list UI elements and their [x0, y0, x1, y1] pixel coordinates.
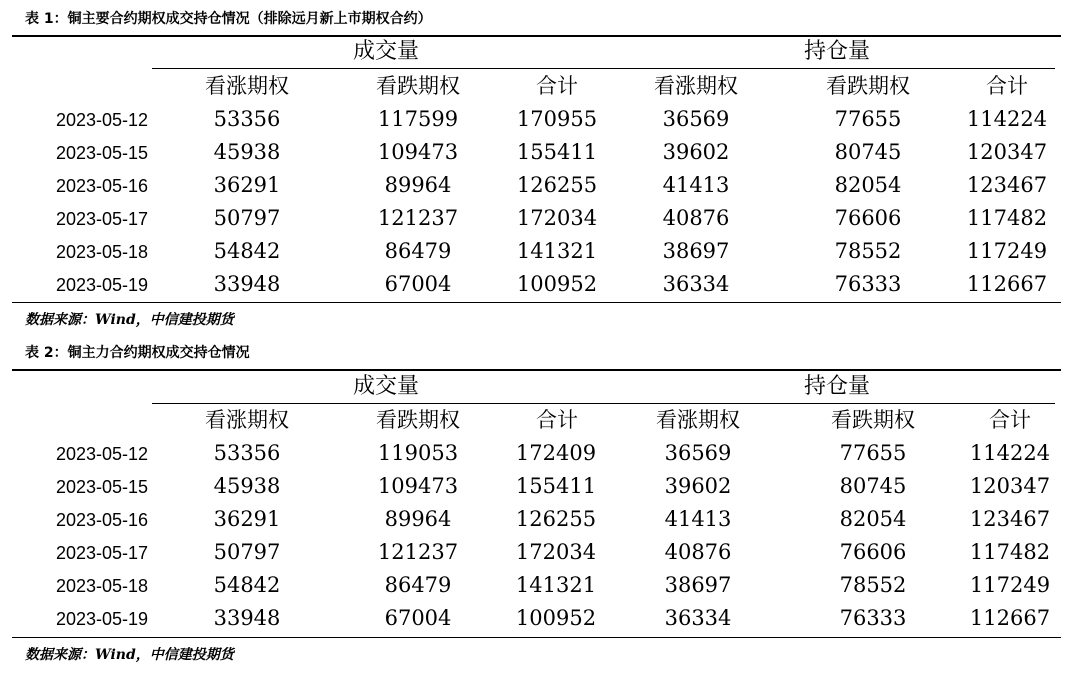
row-cell: 40876: [664, 540, 732, 564]
table-2-group-volume: 成交量: [352, 374, 419, 399]
row-cell: 117482: [966, 206, 1048, 230]
row-cell: 36334: [664, 606, 732, 630]
row-cell: 117599: [377, 107, 459, 131]
row-cell: 53356: [213, 441, 281, 465]
table-1-header-total-oi: 合计: [986, 74, 1028, 98]
table-2-group-open-interest: 持仓量: [803, 374, 870, 399]
row-cell: 50797: [213, 206, 281, 230]
table-2-top-rule: [12, 369, 1061, 371]
row-cell: 40876: [662, 206, 730, 230]
row-cell: 117249: [969, 573, 1051, 597]
row-cell: 155411: [516, 140, 598, 164]
row-date: 2023-05-16: [55, 176, 149, 196]
row-cell: 76333: [839, 606, 907, 630]
row-date: 2023-05-18: [55, 242, 149, 262]
table-1-source: 数据来源：Wind，中信建投期货: [25, 312, 234, 328]
row-cell: 155411: [515, 474, 597, 498]
row-cell: 78552: [839, 573, 907, 597]
table-2-group-rule: [152, 403, 1055, 404]
row-cell: 36334: [662, 272, 730, 296]
row-cell: 77655: [839, 441, 907, 465]
row-cell: 170955: [516, 107, 598, 131]
row-cell: 36291: [213, 173, 281, 197]
row-cell: 172409: [515, 441, 597, 465]
row-cell: 77655: [834, 107, 902, 131]
row-date: 2023-05-12: [55, 444, 149, 464]
row-cell: 120347: [969, 474, 1051, 498]
row-cell: 119053: [377, 441, 459, 465]
row-cell: 82054: [839, 507, 907, 531]
row-cell: 172034: [516, 206, 598, 230]
row-cell: 38697: [662, 239, 730, 263]
row-cell: 67004: [384, 606, 452, 630]
table-1-header-call-oi: 看涨期权: [654, 74, 738, 98]
row-date: 2023-05-15: [55, 143, 149, 163]
table-1-bottom-rule: [12, 302, 1061, 303]
row-cell: 36569: [662, 107, 730, 131]
row-cell: 89964: [384, 173, 452, 197]
table-1-header-put-oi: 看跌期权: [826, 74, 910, 98]
row-cell: 100952: [516, 272, 598, 296]
row-cell: 123467: [966, 173, 1048, 197]
table-1-caption: 表 1：铜主要合约期权成交持仓情况（排除远月新上市期权合约）: [25, 11, 432, 27]
row-cell: 78552: [834, 239, 902, 263]
table-2-caption: 表 2：铜主力合约期权成交持仓情况: [25, 345, 250, 361]
row-cell: 114224: [966, 107, 1048, 131]
table-2-header-total-volume: 合计: [536, 408, 578, 432]
row-date: 2023-05-17: [55, 543, 149, 563]
row-cell: 112667: [966, 272, 1048, 296]
row-cell: 39602: [664, 474, 732, 498]
table-1-header-put-volume: 看跌期权: [376, 74, 460, 98]
row-cell: 41413: [664, 507, 732, 531]
row-cell: 141321: [516, 239, 598, 263]
table-2-source: 数据来源：Wind，中信建投期货: [25, 647, 234, 663]
row-date: 2023-05-19: [55, 275, 149, 295]
row-cell: 33948: [213, 606, 281, 630]
table-2-bottom-rule: [12, 637, 1061, 638]
row-cell: 80745: [834, 140, 902, 164]
row-cell: 117249: [966, 239, 1048, 263]
row-cell: 89964: [384, 507, 452, 531]
row-cell: 76606: [834, 206, 902, 230]
row-cell: 39602: [662, 140, 730, 164]
row-cell: 53356: [213, 107, 281, 131]
row-cell: 54842: [213, 239, 281, 263]
table-1-group-rule: [152, 68, 1055, 69]
row-cell: 172034: [515, 540, 597, 564]
row-date: 2023-05-16: [55, 510, 149, 530]
row-cell: 45938: [213, 140, 281, 164]
row-cell: 123467: [969, 507, 1051, 531]
row-cell: 38697: [664, 573, 732, 597]
row-cell: 36569: [664, 441, 732, 465]
row-date: 2023-05-17: [55, 209, 149, 229]
table-2-header-total-oi: 合计: [989, 408, 1031, 432]
table-2-header-put-volume: 看跌期权: [376, 408, 460, 432]
row-cell: 76606: [839, 540, 907, 564]
row-cell: 120347: [966, 140, 1048, 164]
row-cell: 126255: [515, 507, 597, 531]
row-cell: 54842: [213, 573, 281, 597]
row-cell: 50797: [213, 540, 281, 564]
table-2-header-put-oi: 看跌期权: [831, 408, 915, 432]
row-cell: 114224: [969, 441, 1051, 465]
table-1-group-open-interest: 持仓量: [803, 39, 870, 64]
row-date: 2023-05-18: [55, 576, 149, 596]
table-2-header-call-oi: 看涨期权: [656, 408, 740, 432]
row-cell: 41413: [662, 173, 730, 197]
row-cell: 67004: [384, 272, 452, 296]
row-cell: 45938: [213, 474, 281, 498]
row-cell: 112667: [969, 606, 1051, 630]
row-cell: 121237: [377, 540, 459, 564]
row-cell: 109473: [377, 140, 459, 164]
row-cell: 121237: [377, 206, 459, 230]
table-1-header-total-volume: 合计: [536, 74, 578, 98]
row-cell: 86479: [384, 573, 452, 597]
row-cell: 100952: [515, 606, 597, 630]
row-cell: 80745: [839, 474, 907, 498]
row-cell: 126255: [516, 173, 598, 197]
table-2-header-call-volume: 看涨期权: [205, 408, 289, 432]
row-cell: 109473: [377, 474, 459, 498]
row-cell: 117482: [969, 540, 1051, 564]
row-cell: 33948: [213, 272, 281, 296]
row-cell: 36291: [213, 507, 281, 531]
row-date: 2023-05-12: [55, 110, 149, 130]
table-1-top-rule: [12, 35, 1061, 37]
table-1-group-volume: 成交量: [352, 39, 419, 64]
row-date: 2023-05-15: [55, 477, 149, 497]
row-cell: 82054: [834, 173, 902, 197]
row-cell: 86479: [384, 239, 452, 263]
row-cell: 141321: [515, 573, 597, 597]
table-1-header-call-volume: 看涨期权: [205, 74, 289, 98]
row-cell: 76333: [834, 272, 902, 296]
row-date: 2023-05-19: [55, 609, 149, 629]
